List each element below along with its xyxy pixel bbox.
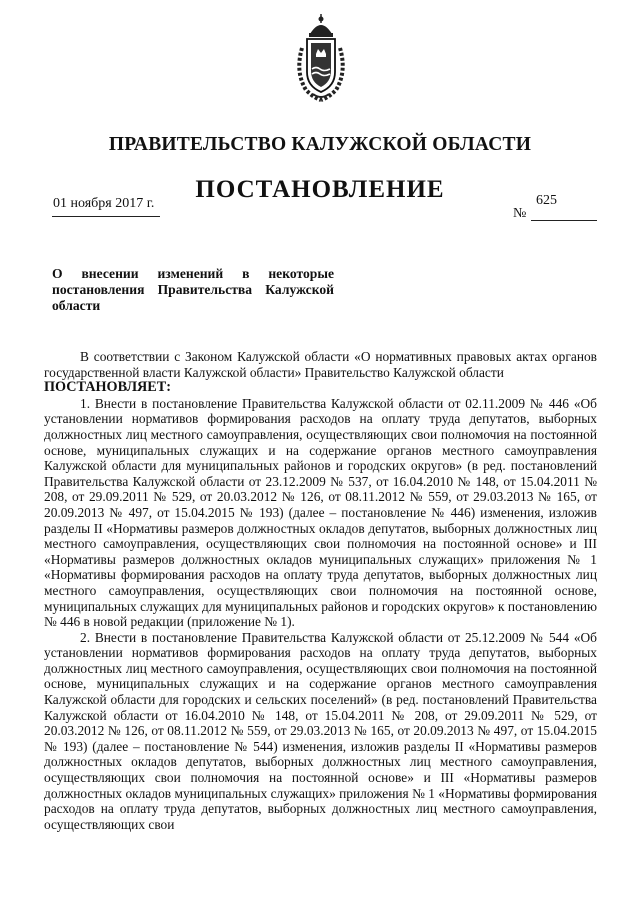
date-underline [52,216,160,217]
preamble-paragraph: В соответствии с Законом Калужской области «О нормативных правовых актах органов государственной власти Калужской области» Правительство Калужской области [44,349,597,380]
number-underline [531,220,597,221]
government-title: ПРАВИТЕЛЬСТВО КАЛУЖСКОЙ ОБЛАСТИ [108,134,532,155]
document-type-title: ПОСТАНОВЛЕНИЕ [195,176,445,203]
paragraph-item-2: 2. Внести в постановление Правительства Калужской области от 25.12.2009 № 544 «Об установлении нормативов формирования расходов на оплату труда депутатов, выборных должностных лиц местного самоуправления, осуществляющих свои полномочия на постоянной основе, муниципальных служащих и на содержание органов местного самоуправления Калужской области для городских и сельских поселений» (в ред. постановлений Правительства Калужской области от 16.04.2010 № 148, от 15.04.2011 № 208, от 29.09.2011 № 529, от 20.03.2012 № 126, от 08.11.2012 № 559, от 29.03.2013 № 165, от 20.09.2013 № 497, от 15.04.2015 № 193) (далее – постановление № 544) изменения, изложив разделы II «Нормативы размеров должностных окладов депутатов, выборных должностных лиц местного самоуправления, осуществляющих свои полномочия на постоянной основе» и III «Нормативы размеров должностных окладов муниципальных служащих» приложения № 1 «Нормативы формирования расходов на оплату труда депутатов, выборных должностных лиц местного самоуправления, осуществляющих свои [44,629,597,832]
document-number: 625 [536,193,557,208]
document-body [44,349,597,832]
decree-word: ПОСТАНОВЛЯЕТ: [44,379,171,396]
document-subject: О внесении изменений в некоторые постановления Правительства Калужской области [52,266,334,313]
number-sign: № [513,206,527,221]
paragraph-item-1: 1. Внести в постановление Правительства Калужской области от 02.11.2009 № 446 «Об установлении нормативов формирования расходов на оплату труда депутатов, выборных должностных лиц местного самоуправления, осуществляющих свои полномочия на постоянной основе, муниципальных служащих и на содержание органов местного самоуправления Калужской области для муниципальных районов и городских округов» (в ред. постановлений Правительства Калужской области от 23.12.2009 № 537, от 16.04.2010 № 148, от 15.04.2011 № 208, от 29.09.2011 № 529, от 20.03.2012 № 126, от 08.11.2012 № 559, от 29.03.2013 № 165, от 20.09.2013 № 497, от 15.04.2015 № 193) (далее – постановление № 446) изменения, изложив разделы II «Нормативы размеров должностных окладов депутатов, выборных должностных лиц местного самоуправления, осуществляющих свои полномочия на постоянной основе» и III «Нормативы размеров должностных окладов муниципальных служащих» приложения № 1 «Нормативы формирования расходов на оплату труда депутатов, выборных должностных лиц местного самоуправления, осуществляющих свои полномочия на постоянной основе, муниципальных служащих для муниципальных районов и городских округов» к постановлению № 446 в новой редакции (приложение № 1). [44,395,597,630]
document-date: 01 ноября 2017 г. [53,196,155,211]
kaluga-coat-of-arms-icon [292,14,350,102]
